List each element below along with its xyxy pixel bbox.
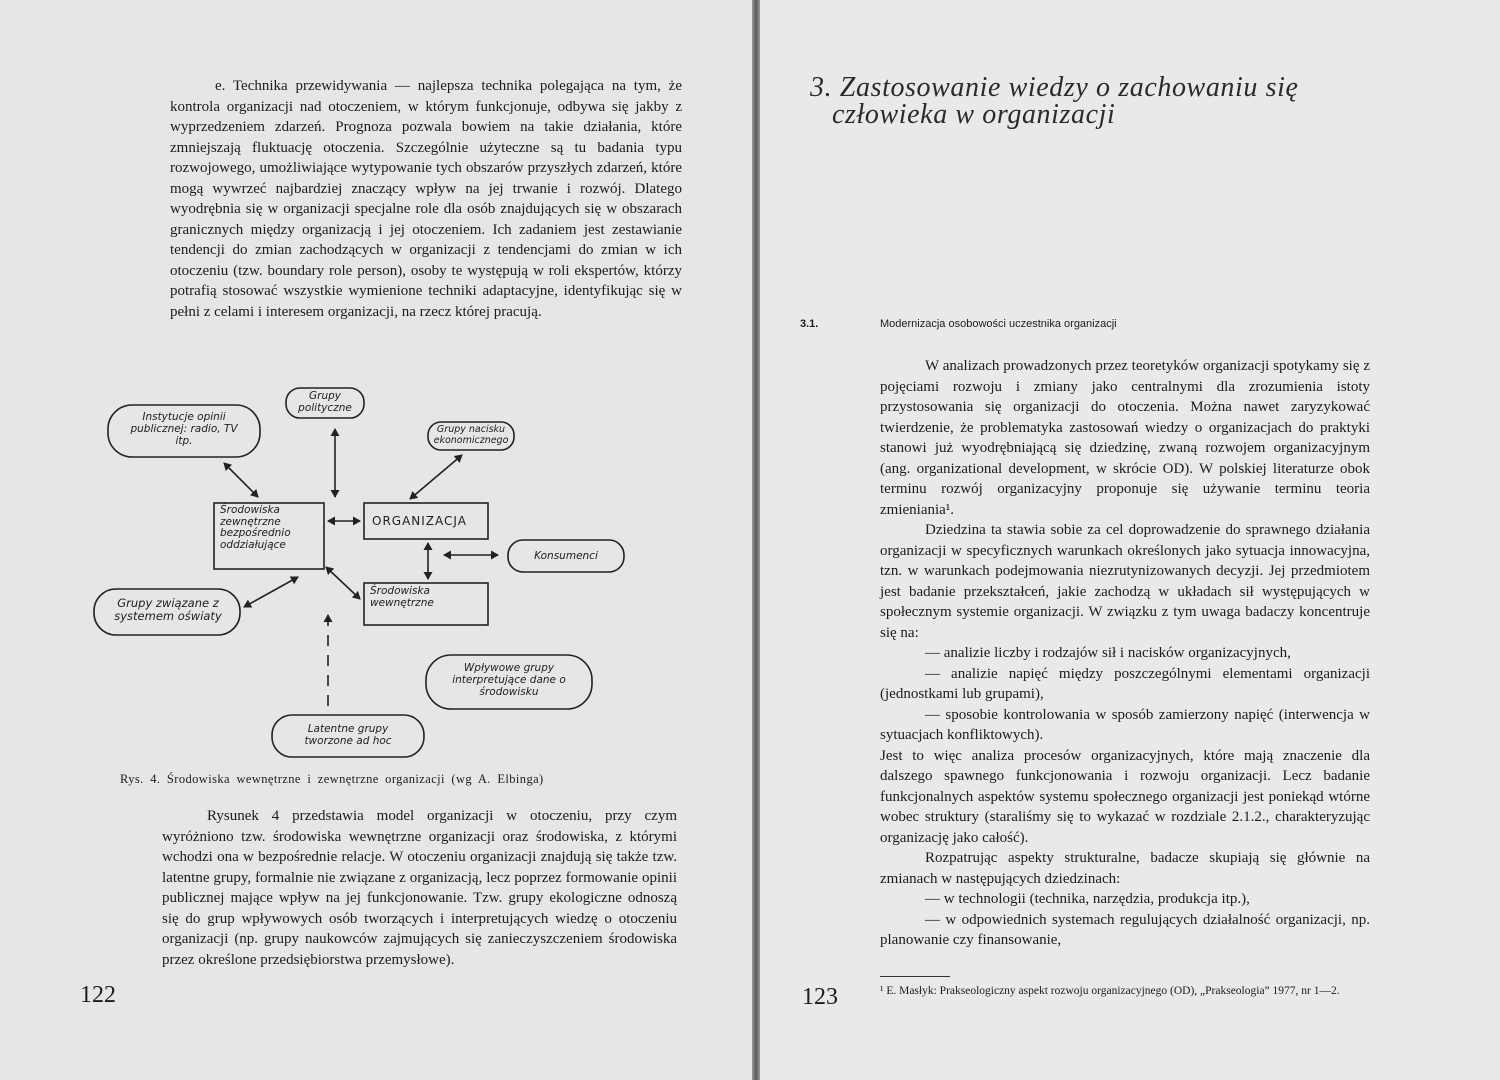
- footnote-rule: [880, 976, 950, 977]
- label-wewnetrzne: Środowiska wewnętrzne: [370, 585, 434, 609]
- chapter-title: 3. Zastosowanie wiedzy o zachowaniu się człowieka w organizacji: [810, 72, 1299, 130]
- label-konsumenci: Konsumenci: [534, 550, 598, 562]
- right-paragraph-1: W analizach prowadzonych przez teoretyków organizacji spotykamy się z pojęciami rozwoju i zmiany jako centralnymi dla zrozumienia istoty przystosowania się organizacji do otoczenia. Można nawet zaryzykować twierdzenie, że problematyka zastosowań wiedzy o organizacjach do praktyki stanowi już wyodrębniającą się dziedzinę, zwaną rozwojem organizacyjnym (ang. organizational development, w skrócie OD). W polskiej literaturze obok terminu rozwój organizacyjny proponuje się używanie terminu teoria zmieniania¹.: [880, 358, 1370, 518]
- label-organizacja: ORGANIZACJA: [372, 514, 467, 528]
- list-item: — analizie napięć między poszczególnymi elementami organizacji (jednostkami lub grupami),: [880, 665, 1370, 702]
- label-wplywowe: Wpływowe grupy interpretujące dane o środowisku: [452, 662, 566, 698]
- arrow-oswiata: [244, 577, 298, 607]
- right-body-text: [880, 356, 1370, 951]
- book-gutter: [752, 0, 760, 1080]
- label-polityczne: Grupy polityczne: [298, 390, 352, 414]
- section-number: 3.1.: [800, 318, 819, 330]
- left-paragraph-2: Rysunek 4 przedstawia model organizacji w otoczeniu, przy czym wyróżniono tzw. środowiska wewnętrzne organizacji oraz środowiska, z którymi wchodzi ona w bezpośrednie relacje. W otoczeniu organizacji znajdują się także tzw. latentne grupy, formalnie nie związane z organizacją, lecz poprzez formowanie opinii publicznej mające wpływ na jej funkcjonowanie. Tzw. grupy ekologiczne odnoszą się do grup wpływowych osób tworzących i interpretujących wiedzę o otoczeniu organizacji (np. grupy naukowców zajmujących się zanieczyszczeniem środowiska przez określone przedsiębiorstwa przemysłowe).: [162, 808, 677, 968]
- right-paragraph-2: Dziedzina ta stawia sobie za cel doprowadzenie do sprawnego działania organizacji w specyficznych warunkach określonych jako sytuacja innowacyjna, tzn. w warunkach podejmowania niezrutynizowanych decyzji. Jej przedmiotem jest badanie przekształceń, jakie zachodzą w układach sił występujących w społecznym systemie organizacji. W związku z tym uwaga badaczy koncentruje się na:: [880, 522, 1370, 641]
- list-item: — w technologii (technika, narzędzia, produkcja itp.),: [925, 891, 1250, 907]
- left-paragraph-1: e. Technika przewidywania — najlepsza technika polegająca na tym, że kontrola organizacji nad otoczeniem, w którym funkcjonuje, odbywa się jakby z wyprzedzeniem zdarzeń. Prognoza pozwala bowiem na takie działania, które zmniejszają fluktuację otoczenia. Szczególnie użyteczne są tu badania typu rozwojowego, umożliwiające wytypowanie tych obszarów przyszłych zdarzeń, które mogą wywrzeć najbardziej znaczący wpływ na jej trwanie i rozwój. Dlatego wyodrębnia się w organizacji specjalne role dla osób znajdujących się w obszarach granicznych między organizacją i jej otoczeniem. Ich zadaniem jest zestawianie tendencji do zmian zachodzących w organizacji z tendencjami do zmian w ich otoczeniu (tzw. boundary role person), osoby te występują w roli ekspertów, którzy potrafią stosować wszystkie wymienione techniki adaptacyjne, identyfikując się w pełni z celami i interesem organizacji, na rzecz której pracują.: [170, 78, 682, 320]
- footnote: ¹ E. Masłyk: Prakseologiczny aspekt rozwoju organizacyjnego (OD), „Prakseologia” 1977, nr 1—2.: [880, 985, 1340, 997]
- arrow-zew-wew: [326, 567, 360, 599]
- label-latentne: Latentne grupy tworzone ad hoc: [304, 723, 392, 747]
- label-instytucje: Instytucje opinii publicznej: radio, TV itp.: [130, 411, 238, 447]
- arrow-nacisku: [410, 455, 462, 499]
- list-item: — w odpowiednich systemach regulujących działalność organizacji, np. planowanie czy finansowanie,: [880, 911, 1370, 948]
- right-paragraph-4: Rozpatrując aspekty strukturalne, badacze skupiają się głównie na zmianach w następujących dziedzinach:: [880, 850, 1370, 887]
- page-number-right: 123: [802, 984, 838, 1010]
- organization-diagram: [90, 385, 650, 770]
- label-nacisku: Grupy nacisku ekonomicznego: [433, 424, 509, 446]
- figure-caption: Rys. 4. Środowiska wewnętrzne i zewnętrzne organizacji (wg A. Elbinga): [120, 772, 544, 786]
- list-item: — sposobie kontrolowania w sposób zamierzony napięć (interwencja w sytuacjach konfliktowych).: [880, 706, 1370, 743]
- label-zewnetrzne: Środowiska zewnętrzne bezpośrednio oddziałujące: [220, 504, 291, 551]
- label-oswiata: Grupy związane z systemem oświaty: [114, 596, 222, 623]
- right-paragraph-3: Jest to więc analiza procesów organizacyjnych, które mają znaczenie dla dalszego spawnego funkcjonowania i rozwoju organizacji. Lecz badanie funkcjonalnych aspektów systemu społecznego organizacji jest poniekąd wtórne wobec struktury (staraliśmy się to wykazać w rozdziale 2.1.2., charakteryzując organizację jako całość).: [880, 747, 1370, 846]
- section-title: Modernizacja osobowości uczestnika organizacji: [880, 318, 1117, 330]
- arrow-instytucje: [224, 463, 258, 497]
- list-item: — analizie liczby i rodzajów sił i nacisków organizacyjnych,: [925, 645, 1291, 661]
- page-number-left: 122: [80, 982, 116, 1008]
